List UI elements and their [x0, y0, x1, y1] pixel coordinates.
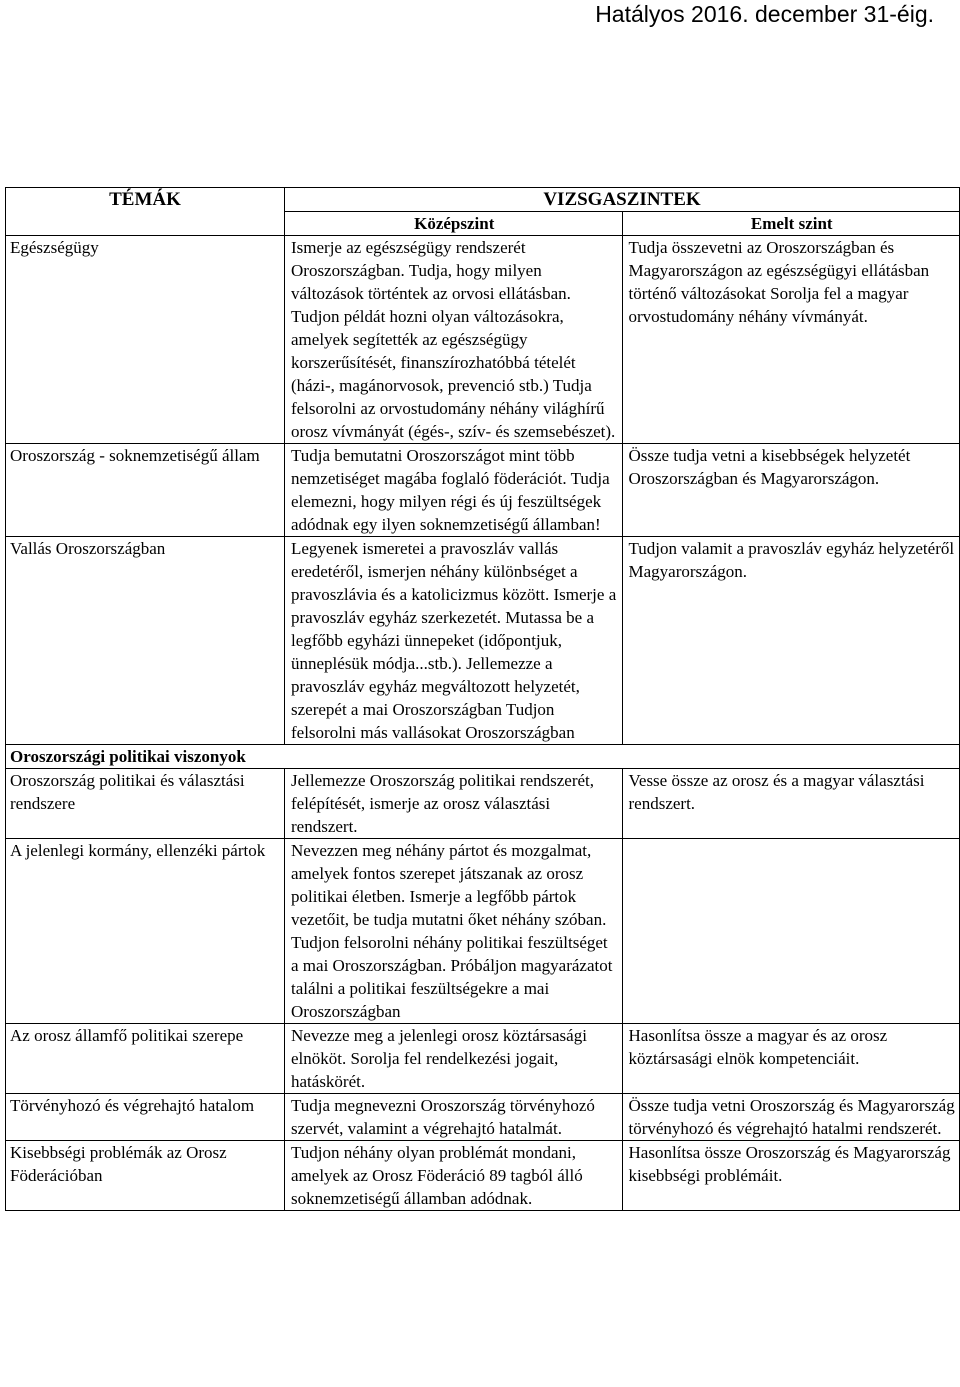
table-row [6, 1094, 960, 1141]
topic-cell: A jelenlegi kormány, ellenzéki pártok [6, 839, 285, 1024]
kozepszint-cell: Legyenek ismeretei a pravoszláv vallás eredetéről, ismerjen néhány különbséget a pravoszlávia és a katolicizmus között. Ismerje a pravoszláv egyház szerkezetét. Mutassa be a legfőbb egyházi ünnepeket (időpontjuk, ünneplésük módja...stb.). Jellemezze a pravoszláv egyház megváltozott helyzetét, szerepét a mai Oroszországban Tudjon felsorolni más vallásokat Oroszországban [285, 537, 623, 745]
table-header-row [6, 188, 960, 212]
emelt-szint-cell: Össze tudja vetni a kisebbségek helyzetét Oroszországban és Magyarországon. [622, 444, 960, 537]
table-row [6, 769, 960, 839]
topic-cell: Oroszország - soknemzetiségű állam [6, 444, 285, 537]
table-row [6, 444, 960, 537]
table-row [6, 1024, 960, 1094]
topic-cell: Törvényhozó és végrehajtó hatalom [6, 1094, 285, 1141]
table-row [6, 1141, 960, 1211]
table-row [6, 236, 960, 444]
emelt-szint-cell: Tudjon valamit a pravoszláv egyház helyzetéről Magyarországon. [622, 537, 960, 745]
header-emelt-szint: Emelt szint [622, 212, 960, 236]
header-temak: TÉMÁK [6, 188, 285, 236]
kozepszint-cell: Ismerje az egészségügy rendszerét Oroszországban. Tudja, hogy milyen változások történtek az orvosi ellátásban. Tudjon példát hozni olyan változásokra, amelyek segítették az egészségügy korszerűsítését, finanszírozhatóbbá tételét (házi-, magánorvosok, prevenció stb.) Tudja felsorolni az orvostudomány néhány világhírű orosz vívmányát (égés-, szív- és szemsebészet). [285, 236, 623, 444]
emelt-szint-cell: Össze tudja vetni Oroszország és Magyarország törvényhozó és végrehajtó hatalmi rendszerét. [622, 1094, 960, 1141]
emelt-szint-cell: Vesse össze az orosz és a magyar választási rendszert. [622, 769, 960, 839]
section-row [6, 745, 960, 769]
emelt-szint-cell: Hasonlítsa össze a magyar és az orosz köztársasági elnök kompetenciáit. [622, 1024, 960, 1094]
topic-cell: Vallás Oroszországban [6, 537, 285, 745]
emelt-szint-cell: Hasonlítsa össze Oroszország és Magyarország kisebbségi problémáit. [622, 1141, 960, 1211]
topic-cell: Az orosz államfő politikai szerepe [6, 1024, 285, 1094]
exam-topics-table [5, 187, 960, 1211]
table-row [6, 839, 960, 1024]
topic-cell: Kisebbségi problémák az Orosz Föderációban [6, 1141, 285, 1211]
validity-note: Hatályos 2016. december 31-éig. [595, 1, 934, 27]
emelt-szint-cell: Tudja összevetni az Oroszországban és Magyarországon az egészségügyi ellátásban történő változásokat Sorolja fel a magyar orvostudomány néhány vívmányát. [622, 236, 960, 444]
kozepszint-cell: Nevezzen meg néhány pártot és mozgalmat, amelyek fontos szerepet játszanak az orosz politikai életben. Ismerje a legfőbb pártok vezetőit, be tudja mutatni őket néhány szóban. Tudjon felsorolni néhány politikai feszültséget a mai Oroszországban. Próbáljon magyarázatot találni a politikai feszültségekre a mai Oroszországban [285, 839, 623, 1024]
kozepszint-cell: Jellemezze Oroszország politikai rendszerét, felépítését, ismerje az orosz választási rendszert. [285, 769, 623, 839]
topic-cell: Oroszország politikai és választási rendszere [6, 769, 285, 839]
kozepszint-cell: Tudja bemutatni Oroszországot mint több nemzetiséget magába foglaló föderációt. Tudja elemezni, hogy milyen régi és új feszültségek adódnak egy ilyen soknemzetiségű államban! [285, 444, 623, 537]
table-row [6, 537, 960, 745]
header-kozepszint: Középszint [285, 212, 623, 236]
kozepszint-cell: Tudja megnevezni Oroszország törvényhozó szervét, valamint a végrehajtó hatalmát. [285, 1094, 623, 1141]
section-heading: Oroszországi politikai viszonyok [6, 745, 960, 769]
kozepszint-cell: Nevezze meg a jelenlegi orosz köztársasági elnököt. Sorolja fel rendelkezési jogait, hatáskörét. [285, 1024, 623, 1094]
emelt-szint-cell [622, 839, 960, 1024]
topic-cell: Egészségügy [6, 236, 285, 444]
header-vizsgaszintek: VIZSGASZINTEK [285, 188, 960, 212]
kozepszint-cell: Tudjon néhány olyan problémát mondani, amelyek az Orosz Föderáció 89 tagból álló soknemzetiségű államban adódnak. [285, 1141, 623, 1211]
